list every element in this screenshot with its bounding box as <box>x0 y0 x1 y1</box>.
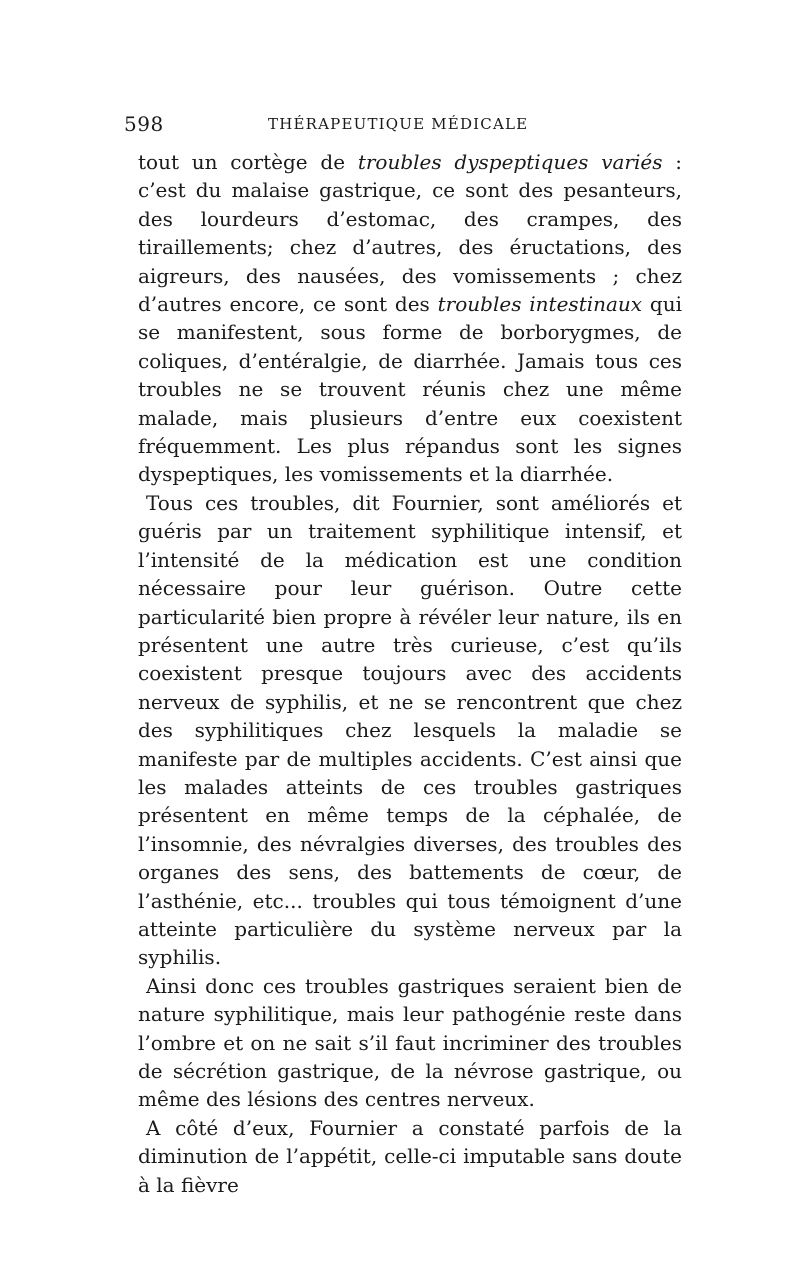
paragraph-1 <box>138 148 682 489</box>
running-title: THÉRAPEUTIQUE MÉDICALE <box>268 115 529 133</box>
paragraph-3: Ainsi donc ces troubles gastriques seraient bien de nature syphilitique, mais leur pathogénie reste dans l’ombre et on ne sait s’il faut incriminer des troubles de sécrétion gastrique, de la névrose gastrique, ou même des lésions des centres nerveux. <box>138 973 682 1112</box>
paragraph-text: : c’est du malaise gastrique, ce sont des pesanteurs, des lourdeurs d’estomac, des crampes, des tiraillements; chez d’autres, des éructations, des aigreurs, des nausées, des vomissements ; chez d’autres encore, ce sont des <box>138 150 682 317</box>
paragraph-text: tout un cortège de <box>138 150 358 174</box>
book-page <box>124 112 682 1199</box>
running-head <box>124 112 682 138</box>
italic-term: troubles dyspeptiques variés <box>357 150 663 174</box>
paragraph-2: Tous ces troubles, dit Fournier, sont améliorés et guéris par un traitement syphilitique intensif, et l’intensité de la médication est une condition nécessaire pour leur guérison. Outre cette particularité bien propre à révéler leur nature, ils en présentent une autre très curieuse, c’est qu’ils coexistent presque toujours avec des accidents nerveux de syphilis, et ne se rencontrent que chez des syphilitiques chez lesquels la maladie se manifeste par de multiples accidents. C’est ainsi que les malades atteints de ces troubles gastriques présentent en même temps de la céphalée, de l’insomnie, des névralgies diverses, des troubles des organes des sens, des battements de cœur, de l’asthénie, etc... troubles qui tous témoignent d’une atteinte particulière du système nerveux par la syphilis. <box>138 490 682 970</box>
italic-term: troubles intestinaux <box>437 292 643 317</box>
paragraph-4: A côté d’eux, Fournier a constaté parfois de la diminution de l’appétit, celle-ci imputable sans doute à la fièvre <box>138 1115 682 1197</box>
paragraph-text: qui se manifestent, sous forme de borborygmes, de coliques, d’entéralgie, de diarrhée. Jamais tous ces troubles ne se trouvent réunis chez une même malade, mais plusieurs d’entre eux coexistent fréquemment. Les plus répandus sont les signes dyspeptiques, les vomissements et la diarrhée. <box>138 292 682 487</box>
page-number: 598 <box>124 112 164 136</box>
